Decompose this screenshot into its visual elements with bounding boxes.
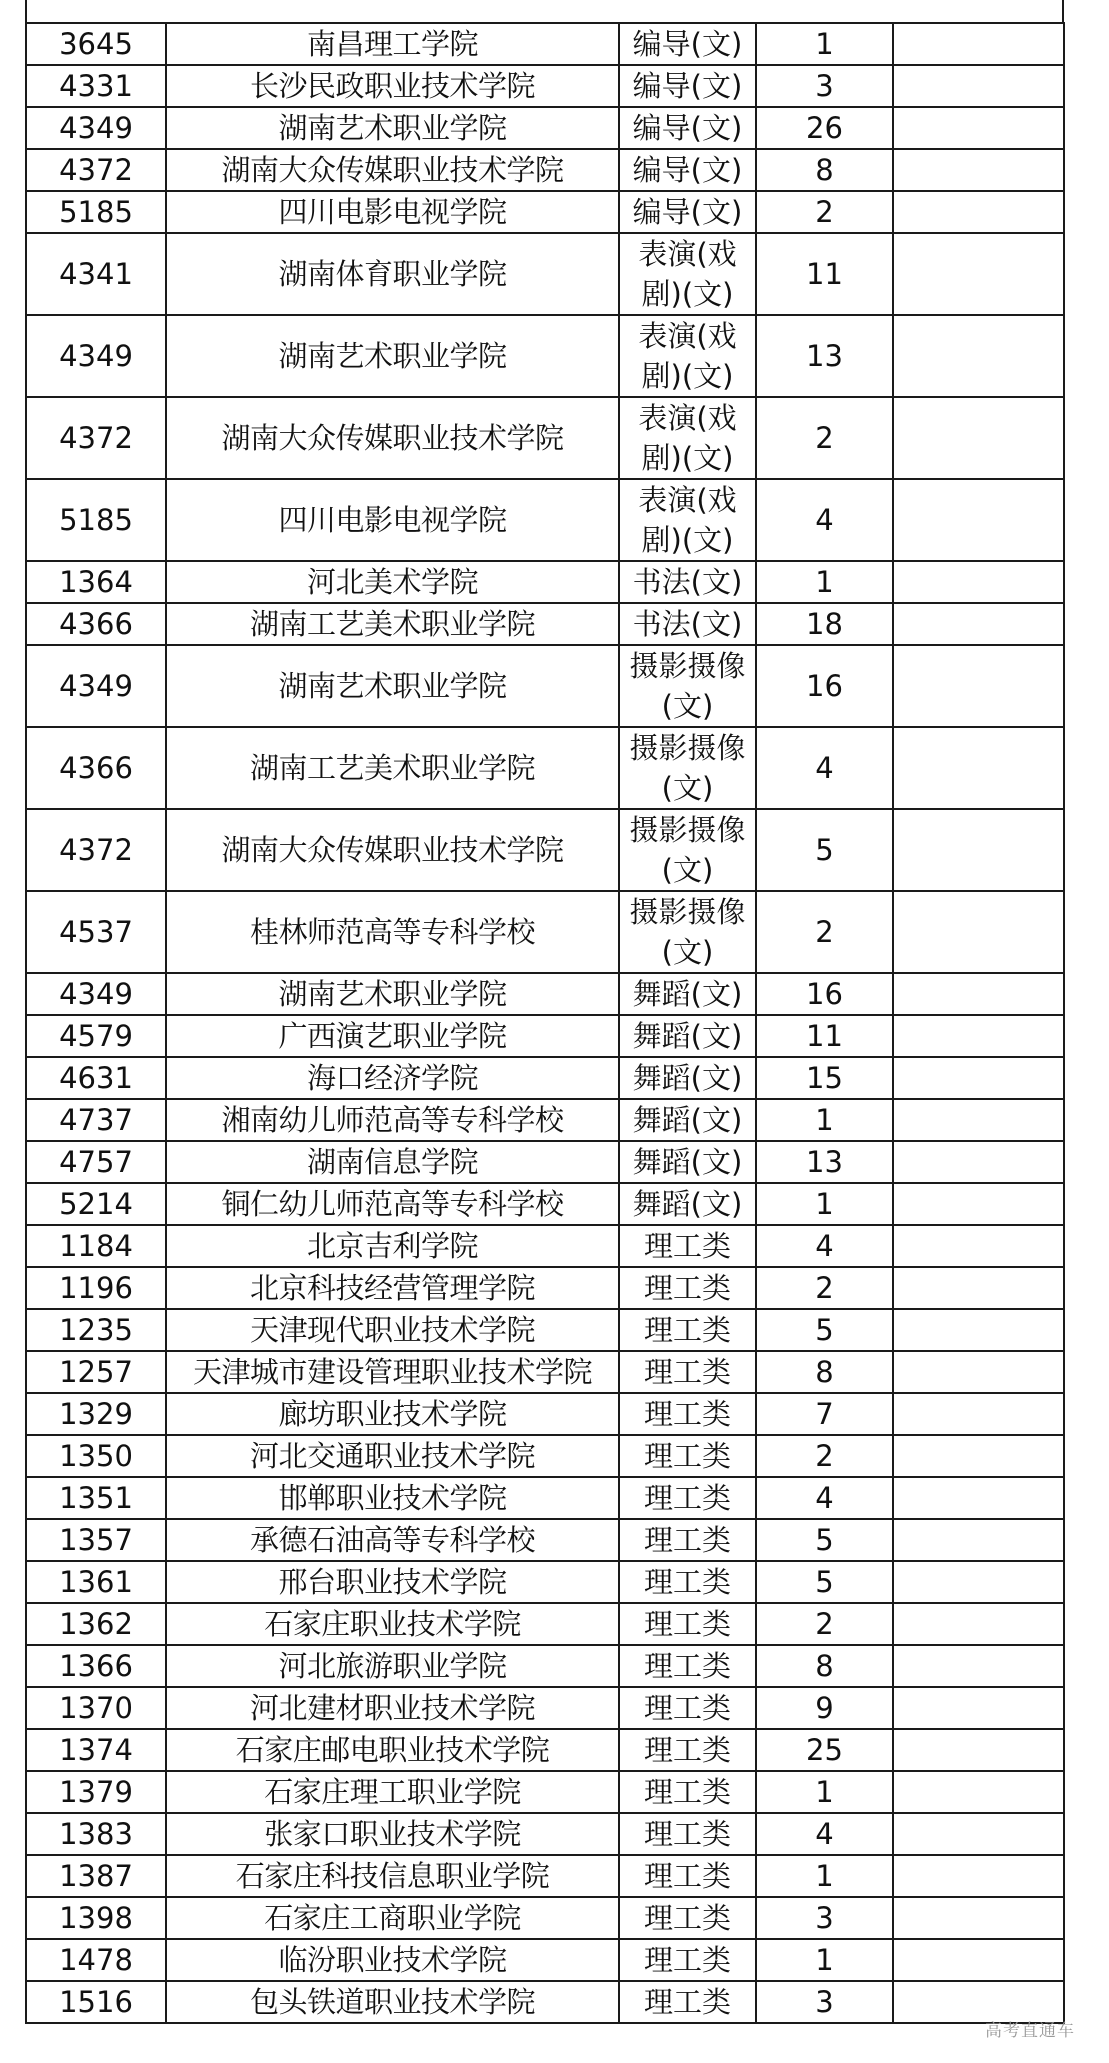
note-cell <box>893 65 1064 107</box>
major-cell: 舞蹈(文) <box>619 1099 756 1141</box>
note-cell <box>893 1477 1064 1519</box>
major-cell: 编导(文) <box>619 149 756 191</box>
school-code-cell: 4349 <box>26 973 166 1015</box>
major-cell: 理工类 <box>619 1519 756 1561</box>
table-row <box>26 1225 1064 1267</box>
school-code-cell: 1379 <box>26 1771 166 1813</box>
note-cell <box>893 973 1064 1015</box>
table-row <box>26 1729 1064 1771</box>
table-row <box>26 1477 1064 1519</box>
table-row <box>26 65 1064 107</box>
table-row <box>26 1981 1064 2023</box>
school-code-cell: 1387 <box>26 1855 166 1897</box>
plan-count-cell: 1 <box>756 1855 893 1897</box>
note-cell <box>893 727 1064 809</box>
table-row <box>26 1015 1064 1057</box>
table-row <box>26 1561 1064 1603</box>
table-row <box>26 1351 1064 1393</box>
table-row <box>26 397 1064 479</box>
major-cell: 理工类 <box>619 1561 756 1603</box>
major-cell: 舞蹈(文) <box>619 973 756 1015</box>
major-cell: 编导(文) <box>619 191 756 233</box>
note-cell <box>893 1351 1064 1393</box>
plan-count-cell: 2 <box>756 397 893 479</box>
school-name-cell: 广西演艺职业学院 <box>166 1015 619 1057</box>
table-row <box>26 1267 1064 1309</box>
table-row <box>26 1603 1064 1645</box>
school-code-cell: 4631 <box>26 1057 166 1099</box>
note-cell <box>893 1771 1064 1813</box>
table-row <box>26 149 1064 191</box>
school-code-cell: 1351 <box>26 1477 166 1519</box>
major-cell: 理工类 <box>619 1603 756 1645</box>
school-name-cell: 四川电影电视学院 <box>166 479 619 561</box>
note-cell <box>893 1855 1064 1897</box>
major-cell: 理工类 <box>619 1645 756 1687</box>
school-code-cell: 4372 <box>26 809 166 891</box>
school-name-cell: 临汾职业技术学院 <box>166 1939 619 1981</box>
major-cell: 理工类 <box>619 1813 756 1855</box>
major-cell: 理工类 <box>619 1309 756 1351</box>
note-cell <box>893 1897 1064 1939</box>
major-cell: 理工类 <box>619 1855 756 1897</box>
major-cell: 舞蹈(文) <box>619 1015 756 1057</box>
note-cell <box>893 1729 1064 1771</box>
school-name-cell: 湖南艺术职业学院 <box>166 645 619 727</box>
school-code-cell: 3645 <box>26 23 166 65</box>
plan-count-cell: 1 <box>756 1771 893 1813</box>
table-row <box>26 315 1064 397</box>
school-code-cell: 1350 <box>26 1435 166 1477</box>
major-cell: 编导(文) <box>619 107 756 149</box>
plan-count-cell: 2 <box>756 1267 893 1309</box>
school-code-cell: 5185 <box>26 191 166 233</box>
note-cell <box>893 23 1064 65</box>
plan-count-cell: 11 <box>756 1015 893 1057</box>
major-cell: 理工类 <box>619 1897 756 1939</box>
school-code-cell: 4757 <box>26 1141 166 1183</box>
school-code-cell: 4366 <box>26 603 166 645</box>
note-cell <box>893 561 1064 603</box>
school-code-cell: 1364 <box>26 561 166 603</box>
major-cell: 理工类 <box>619 1729 756 1771</box>
school-name-cell: 长沙民政职业技术学院 <box>166 65 619 107</box>
note-cell <box>893 1561 1064 1603</box>
note-cell <box>893 1519 1064 1561</box>
school-code-cell: 1366 <box>26 1645 166 1687</box>
school-name-cell: 天津城市建设管理职业技术学院 <box>166 1351 619 1393</box>
major-cell: 编导(文) <box>619 65 756 107</box>
table-border-top-left <box>25 0 27 22</box>
school-name-cell: 南昌理工学院 <box>166 23 619 65</box>
table-row <box>26 1099 1064 1141</box>
plan-count-cell: 2 <box>756 1435 893 1477</box>
plan-count-cell: 4 <box>756 727 893 809</box>
major-cell: 理工类 <box>619 1981 756 2023</box>
table-border-top-right <box>1062 0 1064 22</box>
school-name-cell: 石家庄工商职业学院 <box>166 1897 619 1939</box>
school-name-cell: 湘南幼儿师范高等专科学校 <box>166 1099 619 1141</box>
plan-count-cell: 26 <box>756 107 893 149</box>
school-code-cell: 1370 <box>26 1687 166 1729</box>
major-cell: 摄影摄像(文) <box>619 891 756 973</box>
school-name-cell: 河北交通职业技术学院 <box>166 1435 619 1477</box>
plan-count-cell: 2 <box>756 891 893 973</box>
school-code-cell: 5214 <box>26 1183 166 1225</box>
school-name-cell: 湖南艺术职业学院 <box>166 973 619 1015</box>
major-cell: 理工类 <box>619 1225 756 1267</box>
note-cell <box>893 1813 1064 1855</box>
school-name-cell: 石家庄科技信息职业学院 <box>166 1855 619 1897</box>
plan-count-cell: 5 <box>756 1309 893 1351</box>
plan-count-cell: 1 <box>756 1183 893 1225</box>
school-code-cell: 4349 <box>26 107 166 149</box>
table-row <box>26 1897 1064 1939</box>
note-cell <box>893 397 1064 479</box>
table-row <box>26 1435 1064 1477</box>
school-code-cell: 4372 <box>26 397 166 479</box>
plan-count-cell: 2 <box>756 191 893 233</box>
plan-count-cell: 4 <box>756 479 893 561</box>
school-name-cell: 铜仁幼儿师范高等专科学校 <box>166 1183 619 1225</box>
plan-count-cell: 5 <box>756 1561 893 1603</box>
plan-count-cell: 8 <box>756 1351 893 1393</box>
table-row <box>26 233 1064 315</box>
note-cell <box>893 1015 1064 1057</box>
note-cell <box>893 1939 1064 1981</box>
school-name-cell: 海口经济学院 <box>166 1057 619 1099</box>
school-name-cell: 包头铁道职业技术学院 <box>166 1981 619 2023</box>
major-cell: 理工类 <box>619 1939 756 1981</box>
note-cell <box>893 1435 1064 1477</box>
school-code-cell: 1374 <box>26 1729 166 1771</box>
note-cell <box>893 1225 1064 1267</box>
plan-count-cell: 5 <box>756 1519 893 1561</box>
table-row <box>26 727 1064 809</box>
table-row <box>26 1687 1064 1729</box>
school-name-cell: 河北美术学院 <box>166 561 619 603</box>
table-row <box>26 1813 1064 1855</box>
school-code-cell: 4579 <box>26 1015 166 1057</box>
plan-count-cell: 25 <box>756 1729 893 1771</box>
school-name-cell: 四川电影电视学院 <box>166 191 619 233</box>
plan-count-cell: 1 <box>756 23 893 65</box>
table-row <box>26 1183 1064 1225</box>
note-cell <box>893 1267 1064 1309</box>
school-name-cell: 石家庄职业技术学院 <box>166 1603 619 1645</box>
table-row <box>26 1309 1064 1351</box>
table-row <box>26 645 1064 727</box>
table-row <box>26 1057 1064 1099</box>
school-name-cell: 天津现代职业技术学院 <box>166 1309 619 1351</box>
table-row <box>26 191 1064 233</box>
major-cell: 舞蹈(文) <box>619 1183 756 1225</box>
school-code-cell: 1398 <box>26 1897 166 1939</box>
school-name-cell: 湖南信息学院 <box>166 1141 619 1183</box>
school-name-cell: 北京科技经营管理学院 <box>166 1267 619 1309</box>
major-cell: 编导(文) <box>619 23 756 65</box>
school-name-cell: 北京吉利学院 <box>166 1225 619 1267</box>
plan-count-cell: 4 <box>756 1813 893 1855</box>
note-cell <box>893 1183 1064 1225</box>
major-cell: 理工类 <box>619 1435 756 1477</box>
plan-count-cell: 3 <box>756 65 893 107</box>
plan-count-cell: 16 <box>756 645 893 727</box>
note-cell <box>893 107 1064 149</box>
plan-count-cell: 1 <box>756 561 893 603</box>
school-name-cell: 邯郸职业技术学院 <box>166 1477 619 1519</box>
plan-count-cell: 3 <box>756 1981 893 2023</box>
school-name-cell: 湖南工艺美术职业学院 <box>166 603 619 645</box>
note-cell <box>893 809 1064 891</box>
plan-count-cell: 1 <box>756 1939 893 1981</box>
table-row <box>26 1645 1064 1687</box>
note-cell <box>893 1141 1064 1183</box>
table-body <box>26 23 1064 2023</box>
school-name-cell: 湖南工艺美术职业学院 <box>166 727 619 809</box>
major-cell: 摄影摄像(文) <box>619 645 756 727</box>
table-row <box>26 603 1064 645</box>
school-code-cell: 1516 <box>26 1981 166 2023</box>
plan-count-cell: 13 <box>756 1141 893 1183</box>
note-cell <box>893 1687 1064 1729</box>
major-cell: 表演(戏剧)(文) <box>619 315 756 397</box>
school-code-cell: 1357 <box>26 1519 166 1561</box>
major-cell: 理工类 <box>619 1351 756 1393</box>
note-cell <box>893 603 1064 645</box>
school-code-cell: 1478 <box>26 1939 166 1981</box>
plan-count-cell: 11 <box>756 233 893 315</box>
plan-count-cell: 5 <box>756 809 893 891</box>
plan-count-cell: 8 <box>756 149 893 191</box>
major-cell: 舞蹈(文) <box>619 1057 756 1099</box>
watermark: 高考直通车 <box>985 2021 1075 2041</box>
school-name-cell: 河北旅游职业学院 <box>166 1645 619 1687</box>
note-cell <box>893 1393 1064 1435</box>
major-cell: 书法(文) <box>619 603 756 645</box>
admission-plan-table <box>25 22 1065 2024</box>
table-row <box>26 107 1064 149</box>
plan-count-cell: 8 <box>756 1645 893 1687</box>
note-cell <box>893 1057 1064 1099</box>
plan-count-cell: 4 <box>756 1225 893 1267</box>
table-row <box>26 479 1064 561</box>
school-code-cell: 1383 <box>26 1813 166 1855</box>
note-cell <box>893 891 1064 973</box>
table-row <box>26 809 1064 891</box>
school-code-cell: 1361 <box>26 1561 166 1603</box>
school-code-cell: 1196 <box>26 1267 166 1309</box>
note-cell <box>893 149 1064 191</box>
school-name-cell: 石家庄理工职业学院 <box>166 1771 619 1813</box>
table-row <box>26 1141 1064 1183</box>
school-name-cell: 邢台职业技术学院 <box>166 1561 619 1603</box>
major-cell: 舞蹈(文) <box>619 1141 756 1183</box>
school-code-cell: 4341 <box>26 233 166 315</box>
table-row <box>26 1393 1064 1435</box>
table-row <box>26 1939 1064 1981</box>
major-cell: 理工类 <box>619 1771 756 1813</box>
table-row <box>26 561 1064 603</box>
note-cell <box>893 191 1064 233</box>
school-code-cell: 4537 <box>26 891 166 973</box>
plan-count-cell: 18 <box>756 603 893 645</box>
major-cell: 理工类 <box>619 1687 756 1729</box>
plan-count-cell: 13 <box>756 315 893 397</box>
school-name-cell: 桂林师范高等专科学校 <box>166 891 619 973</box>
table-row <box>26 1771 1064 1813</box>
school-code-cell: 1235 <box>26 1309 166 1351</box>
school-code-cell: 4737 <box>26 1099 166 1141</box>
major-cell: 摄影摄像(文) <box>619 727 756 809</box>
note-cell <box>893 1309 1064 1351</box>
school-code-cell: 1362 <box>26 1603 166 1645</box>
school-name-cell: 湖南体育职业学院 <box>166 233 619 315</box>
major-cell: 理工类 <box>619 1477 756 1519</box>
plan-count-cell: 1 <box>756 1099 893 1141</box>
major-cell: 理工类 <box>619 1393 756 1435</box>
school-code-cell: 1257 <box>26 1351 166 1393</box>
school-name-cell: 廊坊职业技术学院 <box>166 1393 619 1435</box>
note-cell <box>893 1603 1064 1645</box>
note-cell <box>893 1099 1064 1141</box>
school-name-cell: 湖南大众传媒职业技术学院 <box>166 809 619 891</box>
table-row <box>26 891 1064 973</box>
school-name-cell: 河北建材职业技术学院 <box>166 1687 619 1729</box>
school-code-cell: 1329 <box>26 1393 166 1435</box>
plan-count-cell: 16 <box>756 973 893 1015</box>
plan-count-cell: 9 <box>756 1687 893 1729</box>
school-name-cell: 湖南艺术职业学院 <box>166 315 619 397</box>
note-cell <box>893 315 1064 397</box>
note-cell <box>893 479 1064 561</box>
school-name-cell: 湖南大众传媒职业技术学院 <box>166 149 619 191</box>
major-cell: 表演(戏剧)(文) <box>619 479 756 561</box>
table-row <box>26 1519 1064 1561</box>
school-code-cell: 4372 <box>26 149 166 191</box>
plan-count-cell: 15 <box>756 1057 893 1099</box>
table-row <box>26 23 1064 65</box>
plan-count-cell: 4 <box>756 1477 893 1519</box>
school-name-cell: 石家庄邮电职业技术学院 <box>166 1729 619 1771</box>
school-name-cell: 承德石油高等专科学校 <box>166 1519 619 1561</box>
major-cell: 摄影摄像(文) <box>619 809 756 891</box>
major-cell: 表演(戏剧)(文) <box>619 397 756 479</box>
school-code-cell: 5185 <box>26 479 166 561</box>
school-name-cell: 张家口职业技术学院 <box>166 1813 619 1855</box>
plan-count-cell: 2 <box>756 1603 893 1645</box>
table-row <box>26 973 1064 1015</box>
school-name-cell: 湖南大众传媒职业技术学院 <box>166 397 619 479</box>
note-cell <box>893 1645 1064 1687</box>
note-cell <box>893 645 1064 727</box>
school-code-cell: 4366 <box>26 727 166 809</box>
plan-count-cell: 7 <box>756 1393 893 1435</box>
school-code-cell: 1184 <box>26 1225 166 1267</box>
school-code-cell: 4349 <box>26 645 166 727</box>
table-row <box>26 1855 1064 1897</box>
major-cell: 书法(文) <box>619 561 756 603</box>
school-name-cell: 湖南艺术职业学院 <box>166 107 619 149</box>
school-code-cell: 4349 <box>26 315 166 397</box>
school-code-cell: 4331 <box>26 65 166 107</box>
major-cell: 理工类 <box>619 1267 756 1309</box>
major-cell: 表演(戏剧)(文) <box>619 233 756 315</box>
note-cell <box>893 233 1064 315</box>
plan-count-cell: 3 <box>756 1897 893 1939</box>
